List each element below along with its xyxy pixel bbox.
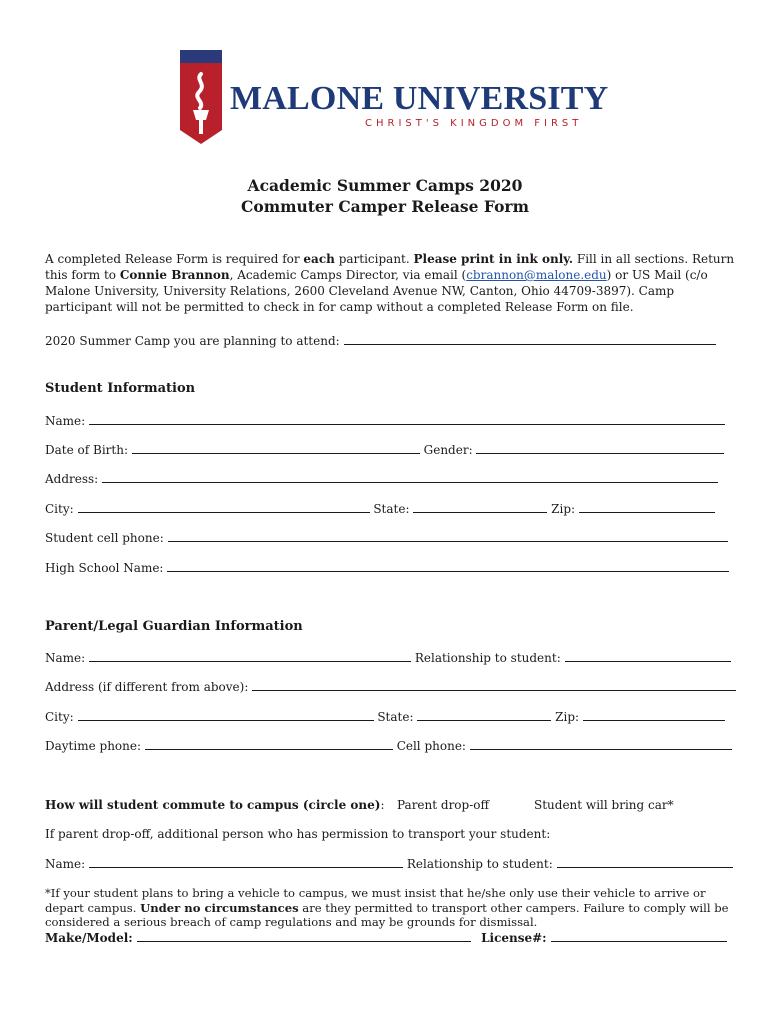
parent-name-row [45, 650, 731, 665]
tagline: CHRIST'S KINGDOM FIRST [365, 118, 583, 129]
malone-university-logo [180, 50, 609, 146]
parent-relationship-field[interactable] [565, 650, 731, 662]
dropoff-note: If parent drop-off, additional person who has permission to transport your student: [45, 827, 551, 841]
transport-relationship-label: Relationship to student: [406, 857, 553, 871]
student-city-row [45, 501, 715, 516]
parent-zip-field[interactable] [583, 709, 725, 721]
intro-text: ) or US Mail (c/o Malone University, University Relations, 2600 Cleveland Avenue NW, Canton, Ohio 44709-3897). Camp participant will not be permitted to check in for camp without a completed Release Form on file. [45, 268, 708, 314]
parent-city-label: City: [45, 710, 74, 724]
license-field[interactable] [551, 930, 727, 942]
make-model-label: Make/Model: [45, 931, 133, 945]
daytime-phone-field[interactable] [145, 738, 393, 750]
student-name-label: Name: [45, 414, 86, 428]
transport-relationship-field[interactable] [557, 856, 733, 868]
vehicle-note-text: are they permitted to transport other campers. Failure to comply will be considered a serious breach of camp regulations and may be grounds for dismissal. [45, 900, 729, 929]
student-city-field[interactable] [78, 501, 370, 513]
student-city-label: City: [45, 502, 74, 516]
student-cell-label: Student cell phone: [45, 531, 164, 545]
intro-text: participant. [334, 252, 414, 266]
parent-state-field[interactable] [417, 709, 551, 721]
intro-text: A completed Release Form is required for [45, 252, 304, 266]
camp-attend-label: 2020 Summer Camp you are planning to attend: [45, 334, 340, 348]
transport-name-field[interactable] [89, 856, 403, 868]
parent-cell-label: Cell phone: [396, 739, 466, 753]
form-title-line1: Academic Summer Camps 2020 [247, 176, 523, 195]
vehicle-note-text: *If your student plans to bring a vehicle to campus, we must insist that he/she only use their vehicle to arrive or depart campus. [45, 886, 706, 915]
commute-question: How will student commute to campus (circle one) [45, 798, 381, 812]
transport-name-label: Name: [45, 857, 86, 871]
intro-text: , Academic Camps Director, via email ( [229, 268, 467, 282]
student-zip-label: Zip: [551, 502, 576, 516]
transport-person-row [45, 856, 733, 871]
vehicle-row [45, 930, 727, 945]
commute-question-row [45, 798, 385, 812]
parent-address-row [45, 679, 736, 694]
option-parent-dropoff[interactable]: Parent drop-off [397, 798, 490, 812]
student-address-field[interactable] [102, 471, 718, 483]
student-cell-field[interactable] [168, 530, 728, 542]
student-address-row [45, 471, 718, 486]
student-state-field[interactable] [413, 501, 547, 513]
high-school-row [45, 560, 729, 575]
form-title-line2: Commuter Camper Release Form [241, 197, 529, 216]
parent-city-field[interactable] [78, 709, 374, 721]
parent-address-label: Address (if different from above): [45, 680, 249, 694]
student-state-label: State: [373, 502, 410, 516]
student-zip-field[interactable] [579, 501, 715, 513]
student-address-label: Address: [45, 472, 99, 486]
license-label: License#: [481, 931, 547, 945]
dob-field[interactable] [132, 442, 420, 454]
student-name-field[interactable] [89, 413, 725, 425]
parent-relationship-label: Relationship to student: [414, 651, 561, 665]
gender-field[interactable] [476, 442, 724, 454]
make-model-field[interactable] [137, 930, 471, 942]
email-link[interactable]: cbrannon@malone.edu [466, 268, 607, 282]
student-name-row [45, 413, 725, 428]
parent-address-field[interactable] [252, 679, 736, 691]
camp-attend-field[interactable] [344, 333, 716, 345]
intro-bold: Connie Brannon [119, 268, 230, 282]
student-info-heading: Student Information [45, 381, 196, 396]
vehicle-policy-note [45, 886, 735, 930]
wordmark: MALONE UNIVERSITY [230, 80, 609, 117]
parent-info-heading: Parent/Legal Guardian Information [45, 619, 303, 634]
parent-phone-row [45, 738, 732, 753]
student-cell-row [45, 530, 728, 545]
option-student-car[interactable]: Student will bring car* [534, 798, 674, 812]
camp-attend-row [45, 333, 716, 348]
high-school-label: High School Name: [45, 561, 164, 575]
parent-cell-field[interactable] [470, 738, 732, 750]
intro-bold: each [303, 252, 335, 266]
torch-shield-icon [180, 50, 222, 144]
parent-city-row [45, 709, 725, 724]
daytime-phone-label: Daytime phone: [45, 739, 142, 753]
gender-label: Gender: [423, 443, 473, 457]
vehicle-note-bold: Under no circumstances [140, 900, 299, 915]
founding-year: 1892 [188, 54, 214, 62]
parent-name-label: Name: [45, 651, 86, 665]
intro-bold: Please print in ink only. [413, 252, 574, 266]
intro-paragraph [45, 251, 735, 315]
student-dob-gender-row [45, 442, 724, 457]
intro-text: Fill in all sections. Return this form to [45, 252, 735, 282]
high-school-field[interactable] [167, 560, 729, 572]
parent-zip-label: Zip: [555, 710, 580, 724]
parent-state-label: State: [377, 710, 414, 724]
commute-colon: : [380, 798, 385, 812]
parent-name-field[interactable] [89, 650, 411, 662]
dob-label: Date of Birth: [45, 443, 128, 457]
